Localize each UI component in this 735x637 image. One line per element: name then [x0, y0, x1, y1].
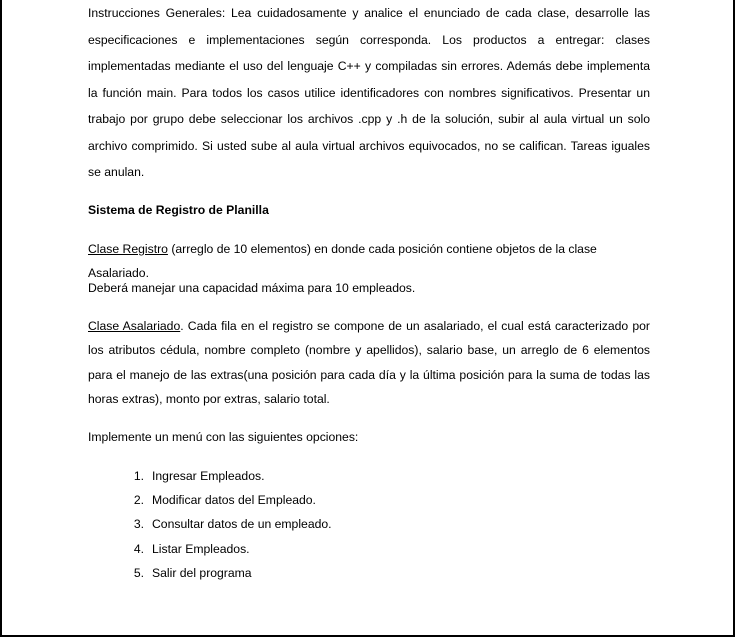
section-title: Sistema de Registro de Planilla — [88, 203, 269, 217]
intro-paragraph: Instrucciones Generales: Lea cuidadosamente y analice el enunciado de cada clase, desarrolle las especificaciones e implementaciones según corresponda. Los productos a entregar: clases implementadas mediante el uso del lenguaje C++ y compiladas sin errores. Además debe implementa la función main. Para todos los casos utilice identificadores con nombres significativos. Presentar un trabajo por grupo debe seleccionar los archivos .cpp y .h de la solución, subir al aula virtual un solo archivo comprimido. Si usted sube al aula virtual archivos equivocados, no se califican. Tareas iguales se anulan. — [88, 6, 650, 179]
list-item-label: Ingresar Empleados. — [152, 469, 265, 483]
asalariado-paragraph — [88, 314, 650, 411]
list-item — [88, 561, 650, 585]
list-item — [88, 537, 650, 561]
list-item-label: Listar Empleados. — [152, 541, 250, 556]
list-item-label: Modificar datos del Empleado. — [152, 493, 316, 508]
list-item-number: 2. — [133, 493, 144, 508]
list-item-label: Salir del programa — [152, 565, 252, 580]
menu-intro-paragraph: Implemente un menú con las siguientes opciones: — [88, 430, 359, 444]
page-left-border — [0, 0, 2, 637]
list-item — [88, 488, 650, 512]
list-item — [88, 464, 650, 488]
asalariado-description: . Cada fila en el registro se compone de un asalariado, el cual está caracterizado por los atributos cédula, nombre completo (nombre y apellidos), salario base, un arreglo de 6 elementos para el manejo de las extras(una posición para cada día y la última posición para la suma de todas las horas extras), monto por extras, salario total. — [88, 319, 650, 406]
list-item-number: 1. — [133, 469, 144, 483]
list-item-label: Consultar datos de un empleado. — [152, 517, 332, 532]
list-item-number: 5. — [133, 565, 144, 580]
list-item-number: 3. — [133, 517, 144, 532]
list-item-number: 4. — [133, 541, 144, 556]
registro-description: (arreglo de 10 elementos) en donde cada posición contiene objetos de la clase Asalariado. — [88, 242, 597, 281]
menu-options-list — [88, 464, 650, 585]
registro-class-name: Clase Registro — [88, 242, 168, 256]
capacidad-paragraph: Deberá manejar una capacidad máxima para 10 empleados. — [88, 281, 416, 295]
asalariado-class-name: Clase Asalariado — [88, 319, 181, 333]
list-item — [88, 512, 650, 536]
